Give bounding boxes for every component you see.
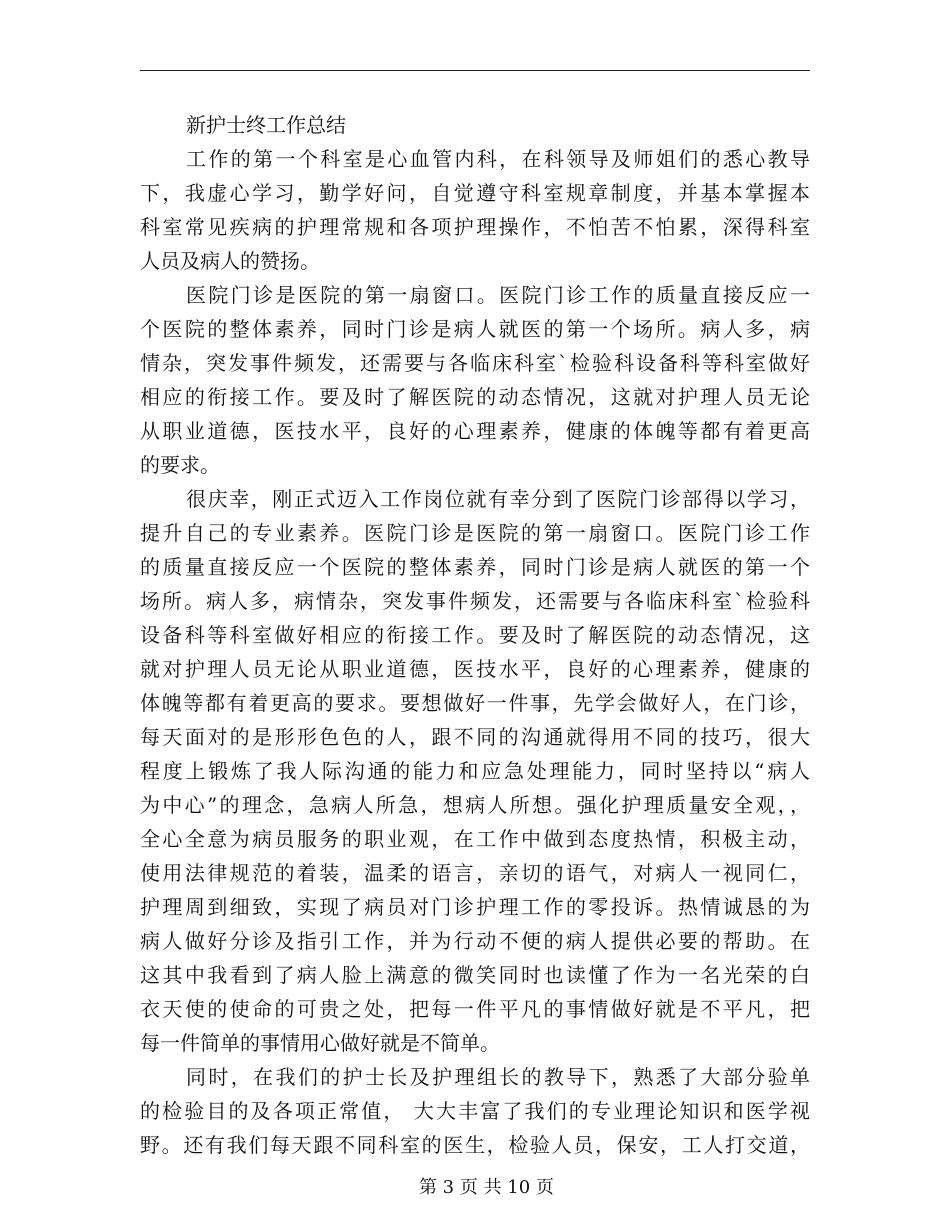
text-line: 护理周到细致，实现了病员对门诊护理工作的零投诉。热情诚恳的为: [140, 895, 810, 919]
text-line: 科室常见疾病的护理常规和各项护理操作，不怕苦不怕累，深得科室: [140, 215, 810, 239]
text-line: 医院门诊是医院的第一扇窗口。医院门诊工作的质量直接反应一: [186, 283, 810, 307]
document-body: [140, 108, 810, 1162]
text-line: 衣天使的使命的可贵之处，把每一件平凡的事情做好就是不平凡，把: [140, 997, 810, 1021]
text-line: 个医院的整体素养，同时门诊是病人就医的第一个场所。病人多，病: [140, 317, 810, 341]
text-line: 使用法律规范的着装，温柔的语言，亲切的语气，对病人一视同仁，: [140, 861, 810, 885]
text-line: 提升自己的专业素养。医院门诊是医院的第一扇窗口。医院门诊工作: [140, 521, 810, 545]
text-line: 全心全意为病员服务的职业观，在工作中做到态度热情，积极主动，: [140, 827, 810, 851]
paragraph-4: [140, 1060, 810, 1162]
text-line: 相应的衔接工作。要及时了解医院的动态情况，这就对护理人员无论: [140, 385, 810, 409]
text-line: 工作的第一个科室是心血管内科，在科领导及师姐们的悉心教导: [186, 147, 810, 171]
text-line: 的检验目的及各项正常值， 大大丰富了我们的专业理论知识和医学视: [140, 1099, 810, 1123]
page-footer: [0, 1152, 950, 1224]
text-line: 病人做好分诊及指引工作，并为行动不便的病人提供必要的帮助。在: [140, 929, 810, 953]
text-line: 每一件简单的事情用心做好就是不简单。: [140, 1031, 500, 1055]
document-title: 新护士终工作总结: [186, 113, 346, 137]
text-line: 程度上锻炼了我人际沟通的能力和应急处理能力，同时坚持以“病人: [140, 759, 810, 783]
paragraph-1: [140, 142, 810, 278]
text-line: 场所。病人多，病情杂，突发事件频发，还需要与各临床科室`检验科: [140, 589, 810, 613]
text-line: 从职业道德，医技水平，良好的心理素养，健康的体魄等都有着更高: [140, 419, 810, 443]
text-line: 同时，在我们的护士长及护理组长的教导下，熟悉了大部分验单: [186, 1065, 810, 1089]
text-line: 就对护理人员无论从职业道德，医技水平，良好的心理素养，健康的: [140, 657, 810, 681]
text-line: 野。还有我们每天跟不同科室的医生，检验人员，保安，工人打交道，: [140, 1133, 810, 1157]
text-line: 的质量直接反应一个医院的整体素养，同时门诊是病人就医的第一个: [140, 555, 810, 579]
paragraph-3: [140, 482, 810, 1060]
text-line: 很庆幸，刚正式迈入工作岗位就有幸分到了医院门诊部得以学习，: [186, 487, 810, 511]
header-rule: [140, 70, 810, 71]
text-line: 的要求。: [140, 453, 220, 477]
page-number-label: 第 3 页 共 10 页: [418, 1177, 554, 1198]
paragraph-2: [140, 278, 810, 482]
text-line: 情杂，突发事件频发，还需要与各临床科室`检验科设备科等科室做好: [140, 351, 810, 375]
text-line: 为中心”的理念，急病人所急，想病人所想。强化护理质量安全观，，: [140, 793, 810, 817]
text-line: 人员及病人的赞扬。: [140, 249, 320, 273]
text-line: 每天面对的是形形色色的人，跟不同的沟通就得用不同的技巧，很大: [140, 725, 810, 749]
text-line: 设备科等科室做好相应的衔接工作。要及时了解医院的动态情况，这: [140, 623, 810, 647]
text-line: 下，我虚心学习，勤学好问，自觉遵守科室规章制度，并基本掌握本: [140, 181, 810, 205]
text-line: 这其中我看到了病人脸上满意的微笑同时也读懂了作为一名光荣的白: [140, 963, 810, 987]
text-line: 体魄等都有着更高的要求。要想做好一件事，先学会做好人，在门诊，: [140, 691, 810, 715]
